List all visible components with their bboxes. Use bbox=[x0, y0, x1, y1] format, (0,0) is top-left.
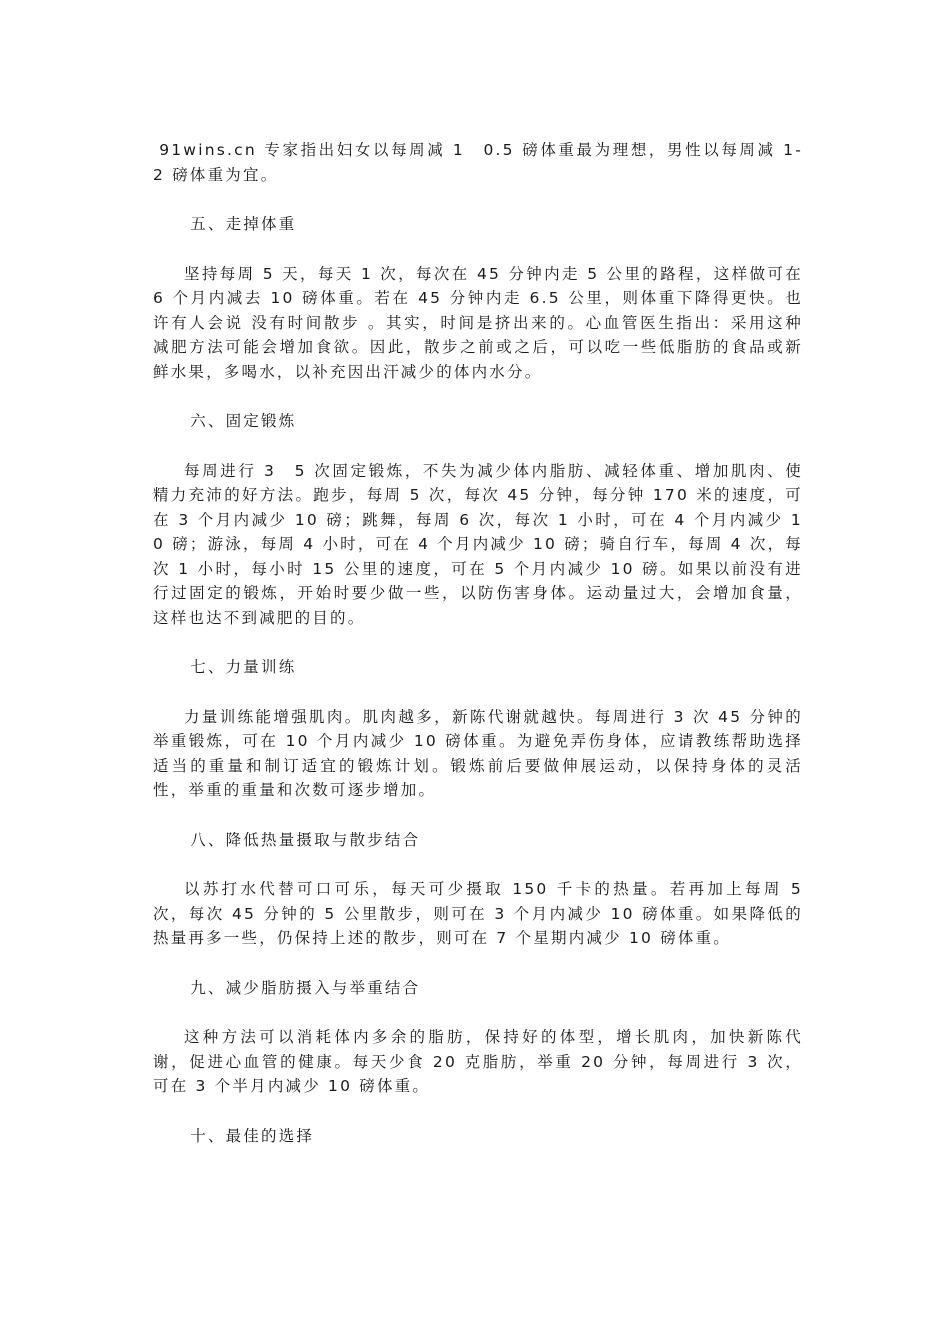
spacer bbox=[153, 384, 803, 409]
section-heading-8: 八、降低热量摄取与散步结合 bbox=[190, 830, 421, 849]
section-body-9: 这种方法可以消耗体内多余的脂肪，保持好的体型，增长肌肉，加快新陈代谢，促进心血管的健康。每天少食 20 克脂肪，举重 20 分钟，每周进行 3 次，可在 3 个半月内减少 10 磅体重。 bbox=[153, 1028, 803, 1095]
section-heading-5: 五、走掉体重 bbox=[190, 215, 297, 233]
section-heading-9: 九、减少脂肪摄入与举重结合 bbox=[190, 978, 421, 997]
spacer bbox=[153, 187, 803, 212]
section-body-7: 力量训练能增强肌肉。肌肉越多，新陈代谢就越快。每周进行 3 次 45 分钟的举重锻炼，可在 10 个月内减少 10 磅体重。为避免弄伤身体，应请教练帮助选择适当的重量和制订适宜的锻炼计划。锻炼前后要做伸展运动，以保持身体的灵活性，举重的重量和次数可逐步增加。 bbox=[153, 707, 803, 799]
spacer bbox=[153, 1099, 803, 1124]
section-heading-7: 七、力量训练 bbox=[190, 658, 297, 676]
spacer bbox=[153, 1000, 803, 1025]
section-body-5: 坚持每周 5 天，每天 1 次，每次在 45 分钟内走 5 公里的路程，这样做可在 6 个月内减去 10 磅体重。若在 45 分钟内走 6.5 公里，则体重下降得更快。也许有人会说 没有时间散步 。其实，时间是挤出来的。心血管医生指出：采用这种减肥方法可能会增加食欲。因此，散步之前或之后，可以吃一些低脂肪的食品或新鲜水果，多喝水，以补充因出汗减少的体内水分。 bbox=[153, 264, 803, 381]
spacer bbox=[153, 434, 803, 459]
section-heading-10: 十、最佳的选择 bbox=[190, 1126, 315, 1145]
spacer bbox=[153, 803, 803, 828]
section-heading-6: 六、固定锻炼 bbox=[190, 412, 297, 430]
document-page bbox=[153, 138, 803, 1148]
spacer bbox=[153, 237, 803, 262]
spacer bbox=[153, 852, 803, 877]
spacer bbox=[153, 951, 803, 976]
section-body-6: 每周进行 3 5 次固定锻炼，不失为减少体内脂肪、减轻体重、增加肌肉、使精力充沛的好方法。跑步，每周 5 次，每次 45 分钟，每分钟 170 米的速度，可在 3 个月内减少 10 磅；跳舞，每周 6 次，每次 1 小时，可在 4 个月内减少 10 磅；游泳，每周 4 小时，可在 4 个月内减少 10 磅；骑自行车，每周 4 次，每次 1 小时，每小时 15 公里的速度，可在 5 个月内减少 10 磅。如果以前没有进行过固定的锻炼，开始时要少做一些，以防伤害身体。运动量过大，会增加食量，这样也达不到减肥的目的。 bbox=[153, 461, 803, 627]
section-body-8: 以苏打水代替可口可乐，每天可少摄取 150 千卡的热量。若再加上每周 5 次，每次 45 分钟的 5 公里散步，则可在 3 个月内减少 10 磅体重。如果降低的热量再多一些，仍保持上述的散步，则可在 7 个星期内减少 10 磅体重。 bbox=[153, 880, 803, 947]
intro-paragraph: 91wins.cn 专家指出妇女以每周减 1 0.5 磅体重最为理想，男性以每周减 1-2 磅体重为宜。 bbox=[153, 141, 803, 184]
spacer bbox=[153, 630, 803, 655]
spacer bbox=[153, 680, 803, 705]
